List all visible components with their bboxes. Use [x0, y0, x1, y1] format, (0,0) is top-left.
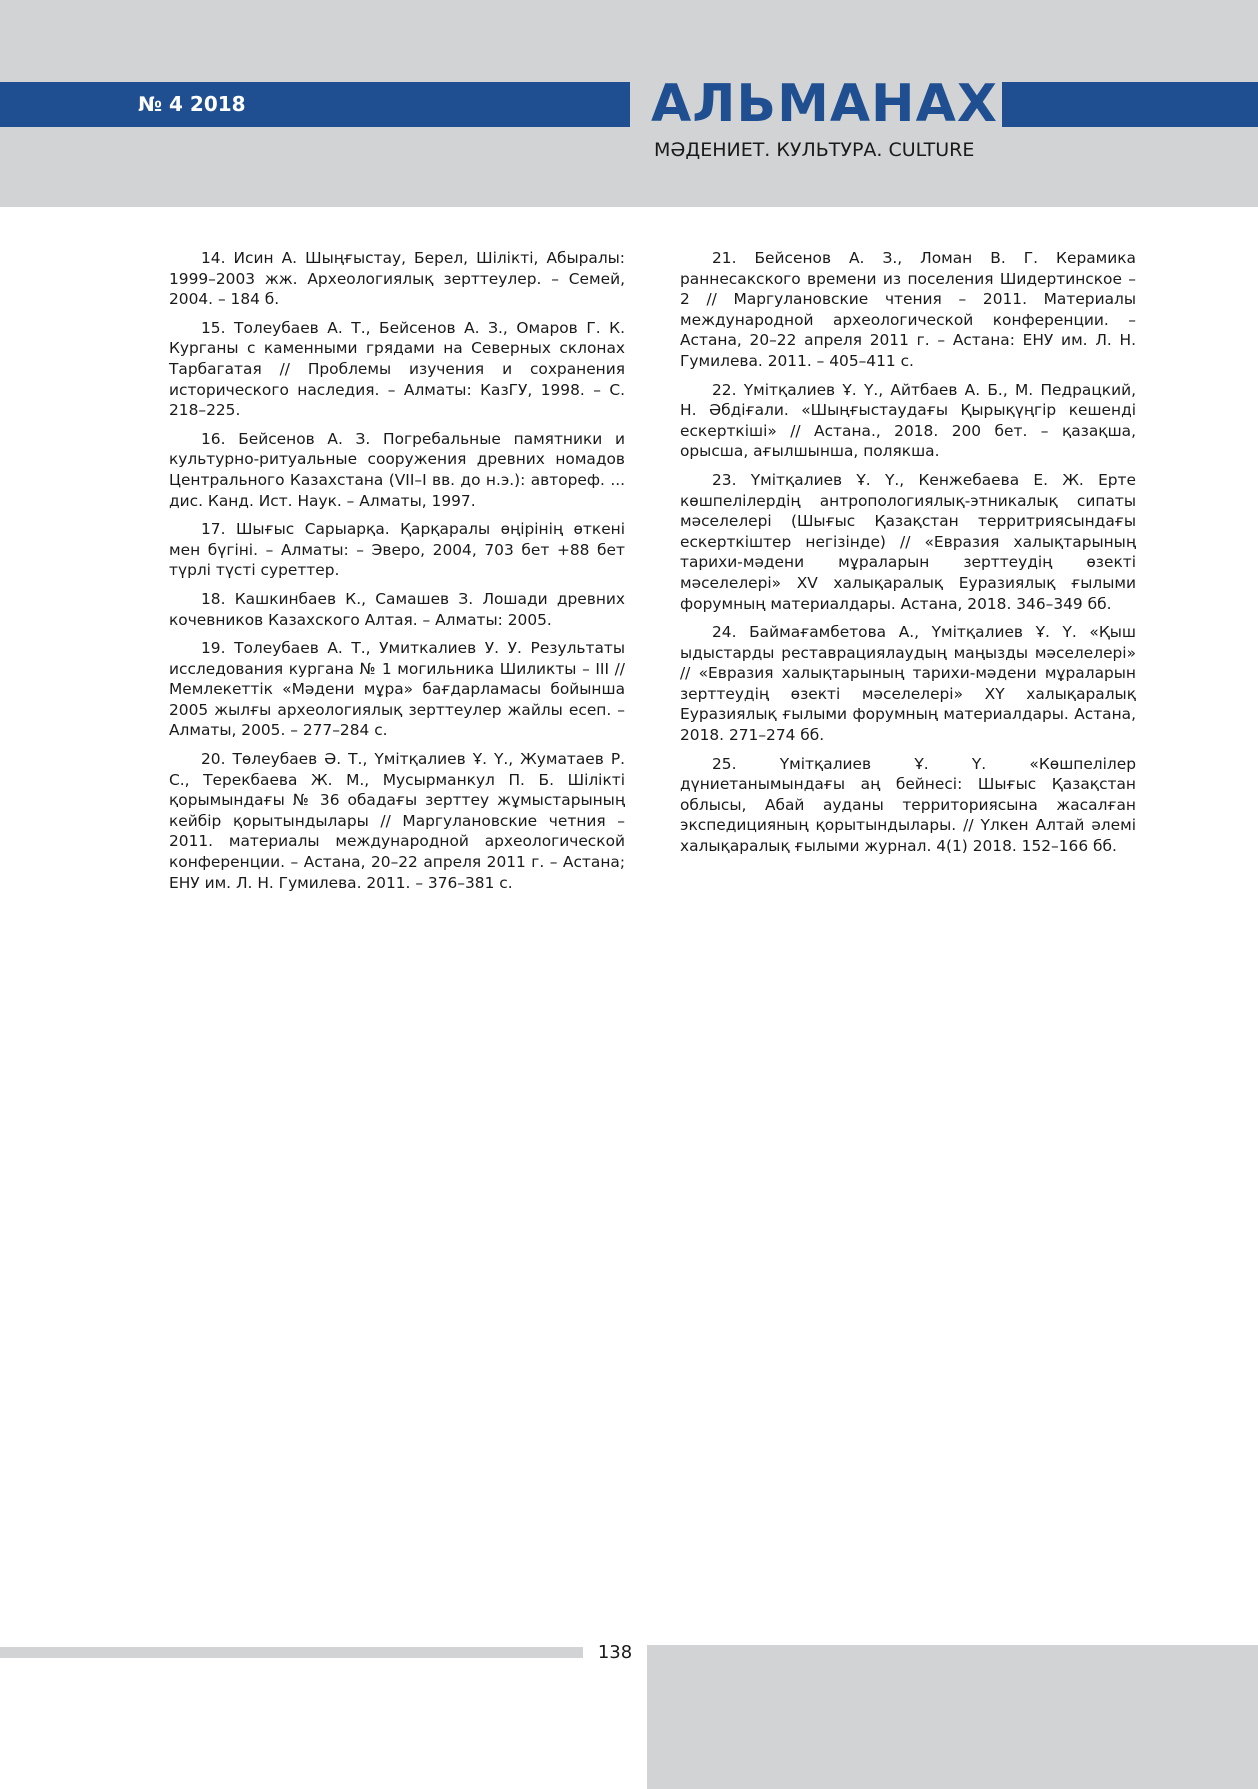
- references-column-right: [680, 248, 1136, 865]
- journal-title: АЛЬМАНАХ: [651, 74, 998, 134]
- reference-item: 19. Толеубаев А. Т., Умиткалиев У. У. Результаты исследования кургана № 1 могильника Шиликты – III // Мемлекеттік «Мәдени мұра» бағдарламасы бойынша 2005 жылғы археологиялық зерттеулер жайлы есеп. – Алматы, 2005. – 277–284 с.: [169, 639, 625, 740]
- footer-block-right: [647, 1645, 1258, 1789]
- reference-item: 14. Исин А. Шыңғыстау, Берел, Шілікті, Абыралы: 1999–2003 жж. Археологиялық зерттеулер. – Семей, 2004. – 184 б.: [169, 249, 625, 309]
- journal-subtitle: МӘДЕНИЕТ. КУЛЬТУРА. CULTURE: [654, 139, 975, 161]
- page-header: [0, 0, 1258, 207]
- reference-item: 22. Үмітқалиев Ұ. Ү., Айтбаев А. Б., М. Педрацкий, Н. Әбдіғали. «Шыңғыстаудағы Қырықүңгір кешенді ескерткіші» // Астана., 2018. 200 бет. – қазақша, орысша, ағылшынша, полякша.: [680, 380, 1136, 461]
- reference-item: 21. Бейсенов А. З., Ломан В. Г. Керамика раннесакского времени из поселения Шидертинское – 2 // Маргулановские чтения – 2011. Материалы международной археологической конференции. – Астана, 20–22 апреля 2011 г. – Астана: ЕНУ им. Л. Н. Гумилева. 2011. – 405–411 с.: [680, 249, 1136, 370]
- reference-item: 15. Толеубаев А. Т., Бейсенов А. З., Омаров Г. К. Курганы с каменными грядами на Северных склонах Тарбагатая // Проблемы изучения и сохранения исторического наследия. – Алматы: КазГУ, 1998. – С. 218–225.: [169, 318, 625, 420]
- reference-item: 20. Төлеубаев Ә. Т., Үмітқалиев Ұ. Ү., Жуматаев Р. С., Терекбаева Ж. М., Мусырманкул П. Б. Шілікті қорымындағы № 36 обадағы зерттеу жұмыстарының кейбір қорытындылары // Маргулановские четния – 2011. материалы международной археологической конференции. – Астана, 20–22 апреля 2011 г. – Астана; ЕНУ им. Л. Н. Гумилева. 2011. – 376–381 с.: [169, 750, 625, 892]
- references-column-left: [169, 248, 625, 901]
- header-band-left: [0, 82, 630, 127]
- reference-item: 18. Кашкинбаев К., Самашев З. Лошади древних кочевников Казахского Алтая. – Алматы: 2005.: [169, 589, 625, 629]
- footer-bar-left: [0, 1647, 583, 1658]
- page-number: 138: [597, 1642, 633, 1663]
- header-band-right: [1002, 82, 1258, 127]
- reference-item: 25. Үмітқалиев Ұ. Ү. «Көшпелілер дүниетанымындағы аң бейнесі: Шығыс Қазақстан облысы, Абай ауданы территориясына жасалған экспедицияның қорытындылары. // Үлкен Алтай әлемі халықаралық ғылыми журнал. 4(1) 2018. 152–166 бб.: [680, 754, 1136, 856]
- reference-item: 17. Шығыс Сарыарқа. Қарқаралы өңірінің өткені мен бүгіні. – Алматы: – Эверо, 2004, 703 бет +88 бет түрлі түсті суреттер.: [169, 520, 625, 580]
- reference-item: 23. Үмітқалиев Ұ. Ү., Кенжебаева Е. Ж. Ерте көшпелілердің антропологиялық-этникалық сипаты мәселелері (Шығыс Қазақстан территриясындағы ескерткіштер негізінде) // «Евразия халықтарының тарихи-мәдени мұраларын зерттеудің өзекті мәселелері» XV халықаралық Еуразиялық ғылыми форумның материалдары. Астана, 2018. 346–349 бб.: [680, 470, 1136, 613]
- reference-item: 24. Баймағамбетова А., Үмітқалиев Ұ. Ү. «Қыш ыдыстарды реставрациялаудың маңызды мәселелері» // «Евразия халықтарының тарихи-мәдени мұраларын зерттеудің өзекті мәселелері» ХҮ халықаралық Еуразиялық ғылыми форумның материалдары. Астана, 2018. 271–274 бб.: [680, 623, 1136, 745]
- issue-number: № 4 2018: [138, 92, 246, 116]
- reference-item: 16. Бейсенов А. З. Погребальные памятники и культурно-ритуальные сооружения древних номадов Центрального Казахстана (VII–I вв. до н.э.): автореф. ... дис. Канд. Ист. Наук. – Алматы, 1997.: [169, 429, 625, 510]
